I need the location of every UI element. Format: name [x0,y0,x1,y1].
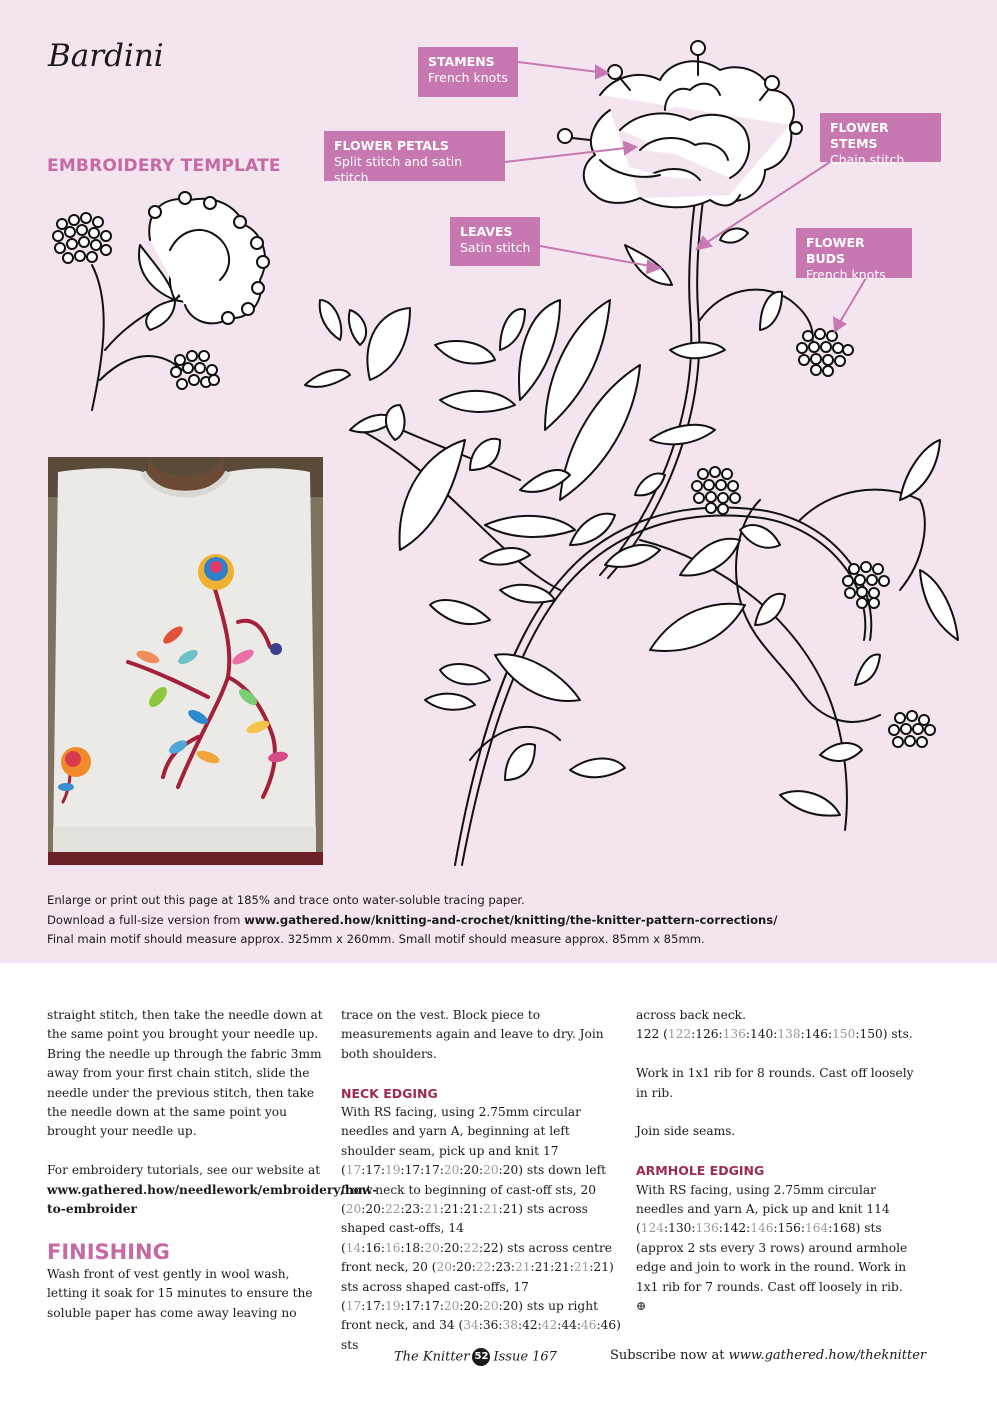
callout-stitch: Split stitch and satin stitch [334,154,463,185]
finishing-heading: FINISHING [47,1239,170,1264]
instruction-line [47,911,777,931]
callout-flower-petals [324,131,505,185]
callout-title: STAMENS [428,54,495,69]
callout-leaves [450,217,540,266]
main-flower [584,61,794,207]
subscribe-text: Subscribe now at [610,1348,729,1363]
callout-stitch: Chain stitch [830,152,905,167]
callout-flower-stems [820,113,941,167]
callout-stamens [418,47,518,97]
page-title: Bardini [48,38,164,74]
armhole-edging-heading: ARMHOLE EDGING [636,1163,765,1179]
body-paragraph: trace on the vest. Block piece to measurements again and leave to dry. Join both shoulders. [341,1008,604,1061]
magazine-name: The Knitter [394,1349,470,1365]
body-text: For embroidery tutorials, see our website at [47,1163,321,1178]
body-paragraph [47,1161,378,1219]
neck-edging-heading: NECK EDGING [341,1085,438,1101]
template-instructions [47,891,777,950]
callout-stitch: Satin stitch [460,240,531,255]
body-paragraph: Join side seams. [636,1124,736,1139]
footer-subscribe [610,1348,926,1363]
callout-title: FLOWER BUDS [806,235,865,266]
instruction-text: Download a full-size version from [47,912,245,927]
callout-stitch: French knots [428,70,508,85]
body-paragraph: straight stitch, then take the needle down at the same point you brought your needle up. Bring the needle up through the fabric 3mm away from your first chain stitch, slide the needle under the previous stitch, then take the needle down at the same point you brought your needle up. [47,1008,323,1139]
armhole-edging-text: With RS facing, using 2.75mm circular needles and yarn A, pick up and knit 114 (124:130:136:142:146:156:164:168) sts (approx 2 sts every 3 rows) around armhole edge and join to work in the round. Work in 1x1 rib for 7 rounds. Cast off loosely in rib. ⊕ [636,1182,908,1314]
callout-flower-buds [796,228,912,282]
template-heading: EMBROIDERY TEMPLATE [47,156,281,176]
vest-photo [48,457,323,865]
instruction-line: Final main motif should measure approx. 325mm x 260mm. Small motif should measure approx. 85mm x 85mm. [47,932,705,946]
leaves [305,229,958,816]
small-motif [53,192,269,410]
tutorial-link[interactable]: www.gathered.how/needlework/embroidery/how-to-embroider [47,1182,378,1217]
column-2 [341,1006,621,1375]
instruction-line: Enlarge or print out this page at 185% and trace onto water-soluble tracing paper. [47,893,525,907]
body-paragraph: Work in 1x1 rib for 8 rounds. Cast off loosely in rib. [636,1066,914,1100]
end-mark-icon: ⊕ [636,1299,647,1314]
neck-edging-text: With RS facing, using 2.75mm circular needles and yarn A, beginning at left shoulder seam, pick up and knit 17 (17:17:19:17:17:20:20:20:20) sts down left front neck to beginning of cast-off sts, 20 (20:20:22:23:21:21:21:21:21) sts across shaped cast-offs, 14 (14:16:16:18:20:20:22:22) sts across centre front neck, 20 (20:20:22:23:21:21:21:21:21) sts across shaped cast-offs, 17 (17:17:19:17:17:20:20:20:20) sts up right front neck, and 34 (34:36:38:42:42:44:46:46) sts [341,1105,621,1352]
body-paragraph: Wash front of vest gently in wool wash, letting it soak for 15 minutes to ensure the soluble paper has come away leaving no [47,1266,313,1320]
callout-title: LEAVES [460,224,513,239]
callout-title: FLOWER STEMS [830,120,889,151]
callout-stitch: French knots [806,267,886,282]
page-number: 52 [472,1348,490,1366]
column-1 [47,1006,378,1342]
download-link[interactable]: www.gathered.how/knitting-and-crochet/knitting/the-knitter-pattern-corrections/ [244,912,778,927]
main-motif [360,200,925,865]
callout-title: FLOWER PETALS [334,138,449,153]
subscribe-link[interactable]: www.gathered.how/theknitter [728,1348,927,1363]
column-3 [636,1006,916,1336]
back-neck-text: across back neck. 122 (122:126:136:140:138:146:150:150) sts. [636,1008,913,1042]
issue-number: Issue 167 [493,1349,557,1365]
footer-magazine [394,1348,557,1366]
